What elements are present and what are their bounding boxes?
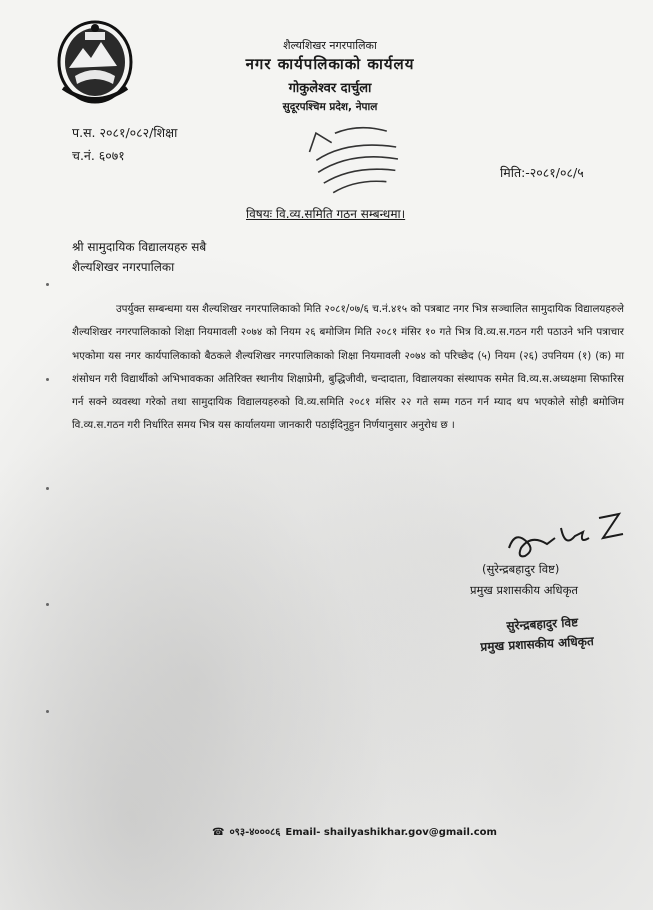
binder-hole-mark (46, 710, 49, 713)
municipality-name: शैल्यशिखर नगरपालिका (283, 39, 377, 52)
addressee-line-2: शैल्यशिखर नगरपालिका (72, 260, 175, 274)
letter-reference-number: प.स. २०८१/०८२/शिक्षा (72, 125, 178, 140)
binder-hole-mark (46, 603, 49, 606)
letter-subject: विषयः वि.व्य.समिति गठन सम्बन्धमा। (246, 207, 406, 221)
dispatch-number: च.नं. ६०७१ (72, 148, 125, 163)
signatory-stamp-title: प्रमुख प्रशासकीय अधिकृत (480, 634, 595, 654)
binder-hole-mark (46, 378, 49, 381)
footer-contact (212, 824, 502, 838)
office-location: गोकुलेश्वर दार्चुला (288, 81, 372, 96)
office-stamp (292, 108, 418, 198)
handwritten-signature (495, 508, 625, 568)
footer-phone: ०९३-४०००८६ (229, 827, 281, 838)
office-province: सुदूरपश्चिम प्रदेश, नेपाल (282, 101, 378, 113)
addressee-line-1: श्री सामुदायिक विद्यालयहरु सबै (72, 240, 207, 254)
letter-body: उपर्युक्त सम्बन्धमा यस शैल्यशिखर नगरपालिकाको मिति २०८१/०७/६ च.नं.४१५ को पत्रबाट नगर भित्र सञ्चालित सामुदायिक विद्यालयहरुले शैल्यशिखर नगरपालिकाको शिक्षा नियमावली २०७४ को नियम २६ बमोजिम मिति २०८१ मंसिर १० गते भित्र वि.व्य.स.गठन गरी पठाउने भनि पत्राचार भएकोमा यस नगर कार्यपालिकाको बैठकले शैल्यशिखर नगरपालिकाको शिक्षा नियमावली २०७४ को परिच्छेद (५) नियम (२६) उपनियम (१) (क) मा शंसोधन गरी विद्यार्थीको अभिभावकका अतिरिक्त स्थानीय शिक्षाप्रेमी, बुद्धिजीवी, चन्दादाता, विद्यालयका संस्थापक समेत वि.व्य.स.अध्यक्षमा सिफारिस गर्न सक्ने व्यवस्था गरेको तथा सामुदायिक विद्यालयहरुको वि.व्य.समिति २०८१ मंसिर २२ गते सम्म गठन गर्न म्याद थप भएकोले सोही बमोजिम वि.व्य.स.गठन गरी निर्धारित समय भित्र यस कार्यालयमा जानकारी पठाईदिनुहुन निर्णयानुसार अनुरोध छ । (72, 303, 624, 432)
phone-icon: ☎ (212, 827, 225, 838)
letter-date: मिति:-२०८१/०८/५ (500, 165, 584, 180)
office-name: नगर कार्यपलिकाको कार्यलय (245, 55, 415, 73)
signatory-name: (सुरेन्द्रबहादुर विष्ट) (482, 562, 560, 576)
nepal-emblem-icon (55, 18, 135, 106)
footer-email: Email- shailyashikhar.gov@gmail.com (285, 827, 497, 838)
binder-hole-mark (46, 283, 49, 286)
signatory-title: प्रमुख प्रशासकीय अधिकृत (470, 583, 578, 597)
binder-hole-mark (46, 487, 49, 490)
signatory-stamp-name: सुरेन्द्रबहादुर विष्ट (506, 615, 579, 633)
